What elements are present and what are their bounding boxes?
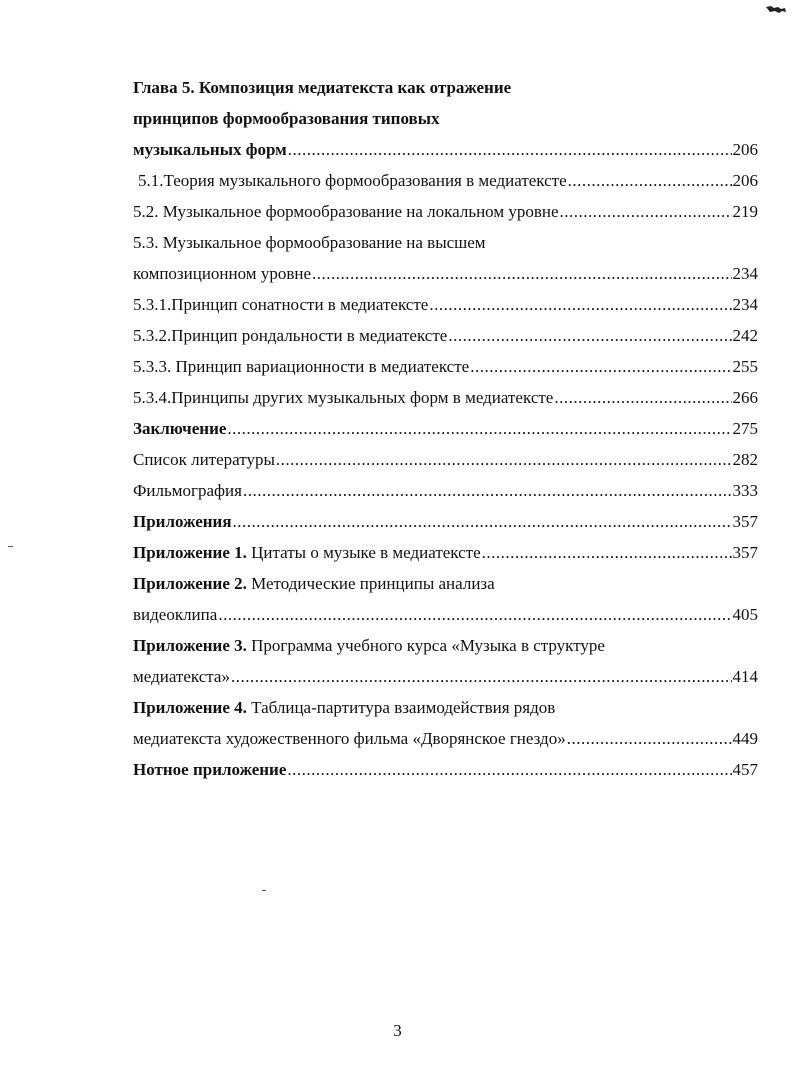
toc-entry-title <box>133 134 287 165</box>
toc-entry <box>133 413 758 444</box>
toc-leader-dots <box>568 165 732 196</box>
toc-leader-dots <box>470 351 731 382</box>
toc-entry-title <box>133 258 311 289</box>
toc-entry-label: Таблица-партитура взаимодействия рядов <box>246 698 556 717</box>
toc-entry <box>133 165 758 196</box>
toc-entry-label: 5.3.1.Принцип сонатности в медиатексте <box>133 295 429 314</box>
toc-entry-bold-label: Приложение 4. <box>133 698 247 717</box>
toc-entry-title <box>133 723 566 754</box>
toc-entry-page-number: 357 <box>732 543 758 562</box>
toc-entry-page-number: 275 <box>732 419 758 438</box>
toc-entry-page-number: 234 <box>732 295 758 314</box>
toc-leader-dots <box>287 754 731 785</box>
toc-entry-page-number: 457 <box>732 760 758 779</box>
toc-entry-label: 5.3.4.Принципы других музыкальных форм в медиатексте <box>133 388 554 407</box>
toc-entry <box>133 196 758 227</box>
toc-entry <box>133 661 758 692</box>
toc-entry <box>133 630 758 661</box>
toc-entry-page-number: 266 <box>732 388 758 407</box>
toc-leader-dots <box>448 320 731 351</box>
toc-entry-bold-label: Глава 5. Композиция медиатекста как отражение <box>133 78 512 97</box>
toc-entry-page-number: 255 <box>732 357 758 376</box>
toc-entry <box>133 754 758 785</box>
toc-entry-title <box>133 661 230 692</box>
toc-entry-page-number: 405 <box>732 605 758 624</box>
toc-leader-dots <box>554 382 731 413</box>
toc-leader-dots <box>567 723 732 754</box>
toc-entry-title <box>133 599 217 630</box>
toc-leader-dots <box>482 537 732 568</box>
toc-entry-page-number: 242 <box>732 326 758 345</box>
toc-entry-title <box>133 382 553 413</box>
toc-entry-title <box>133 754 286 785</box>
toc-entry-label: композиционном уровне <box>133 264 311 283</box>
toc-entry-label: 5.2. Музыкальное формообразование на локальном уровне <box>133 202 559 221</box>
toc-entry <box>133 444 758 475</box>
scan-speck <box>8 546 13 547</box>
table-of-contents <box>133 72 758 785</box>
toc-entry-label: 5.3. Музыкальное формообразование на высшем <box>133 233 486 252</box>
toc-entry-title <box>133 227 486 258</box>
toc-entry-bold-label: принципов формообразования типовых <box>133 109 440 128</box>
toc-entry-page-number: 449 <box>732 729 758 748</box>
toc-entry <box>133 537 758 568</box>
toc-entry-page-number: 414 <box>732 667 758 686</box>
toc-entry-bold-label: музыкальных форм <box>133 140 287 159</box>
toc-leader-dots <box>288 134 732 165</box>
toc-entry-title <box>133 196 559 227</box>
toc-entry-title <box>133 289 428 320</box>
toc-entry-bold-label: Нотное приложение <box>133 760 287 779</box>
toc-entry <box>133 723 758 754</box>
toc-entry-label: Методические принципы анализа <box>246 574 495 593</box>
toc-leader-dots <box>231 661 732 692</box>
toc-leader-dots <box>312 258 732 289</box>
toc-entry-title <box>138 165 567 196</box>
toc-entry-label: медиатекста» <box>133 667 230 686</box>
toc-leader-dots <box>429 289 731 320</box>
toc-entry <box>133 103 758 134</box>
scan-artifact-mark <box>765 4 787 14</box>
toc-entry-title <box>133 568 495 599</box>
toc-entry-label: Цитаты о музыке в медиатексте <box>246 543 481 562</box>
toc-entry <box>133 382 758 413</box>
toc-entry-page-number: 206 <box>732 171 758 190</box>
toc-entry-title <box>133 351 469 382</box>
toc-entry-title <box>133 506 232 537</box>
toc-entry-title <box>133 72 511 103</box>
toc-entry-page-number: 219 <box>732 202 758 221</box>
toc-leader-dots <box>243 475 732 506</box>
toc-entry-bold-label: Приложение 2. <box>133 574 247 593</box>
toc-entry-title <box>133 413 226 444</box>
toc-leader-dots <box>233 506 732 537</box>
toc-entry-page-number: 206 <box>732 140 758 159</box>
page-number: 3 <box>393 1021 402 1040</box>
scan-speck <box>262 890 266 891</box>
toc-entry-page-number: 333 <box>732 481 758 500</box>
toc-entry-title <box>133 320 447 351</box>
toc-entry <box>133 289 758 320</box>
toc-entry <box>133 351 758 382</box>
toc-entry-bold-label: Приложение 3. <box>133 636 247 655</box>
toc-entry-page-number: 282 <box>732 450 758 469</box>
toc-entry <box>133 568 758 599</box>
toc-entry-page-number: 357 <box>732 512 758 531</box>
toc-entry <box>133 506 758 537</box>
toc-entry-bold-label: Заключение <box>133 419 227 438</box>
toc-entry-page-number: 234 <box>732 264 758 283</box>
toc-entry-title <box>133 444 275 475</box>
toc-entry <box>133 134 758 165</box>
toc-entry-label: медиатекста художественного фильма «Дворянское гнездо» <box>133 729 566 748</box>
toc-entry-bold-label: Приложения <box>133 512 232 531</box>
toc-entry <box>133 72 758 103</box>
toc-leader-dots <box>227 413 731 444</box>
toc-entry-title <box>133 475 242 506</box>
toc-entry-label: Список литературы <box>133 450 275 469</box>
toc-entry-label: Фильмография <box>133 481 242 500</box>
toc-entry-title <box>133 692 555 723</box>
toc-entry-label: видеоклипа <box>133 605 218 624</box>
toc-entry-title <box>133 630 605 661</box>
toc-entry <box>133 692 758 723</box>
toc-entry <box>133 599 758 630</box>
toc-entry-label: 5.3.3. Принцип вариационности в медиатексте <box>133 357 470 376</box>
toc-leader-dots <box>218 599 731 630</box>
toc-entry-title <box>133 103 440 134</box>
toc-entry <box>133 227 758 258</box>
toc-entry-label: Программа учебного курса «Музыка в структуре <box>246 636 605 655</box>
toc-entry-label: 5.3.2.Принцип рондальности в медиатексте <box>133 326 448 345</box>
toc-entry-label: 5.1.Теория музыкального формообразования в медиатексте <box>138 171 567 190</box>
toc-entry <box>133 475 758 506</box>
toc-entry-title <box>133 537 481 568</box>
toc-leader-dots <box>276 444 732 475</box>
toc-entry <box>133 320 758 351</box>
toc-entry-bold-label: Приложение 1. <box>133 543 247 562</box>
toc-entry <box>133 258 758 289</box>
toc-leader-dots <box>560 196 732 227</box>
